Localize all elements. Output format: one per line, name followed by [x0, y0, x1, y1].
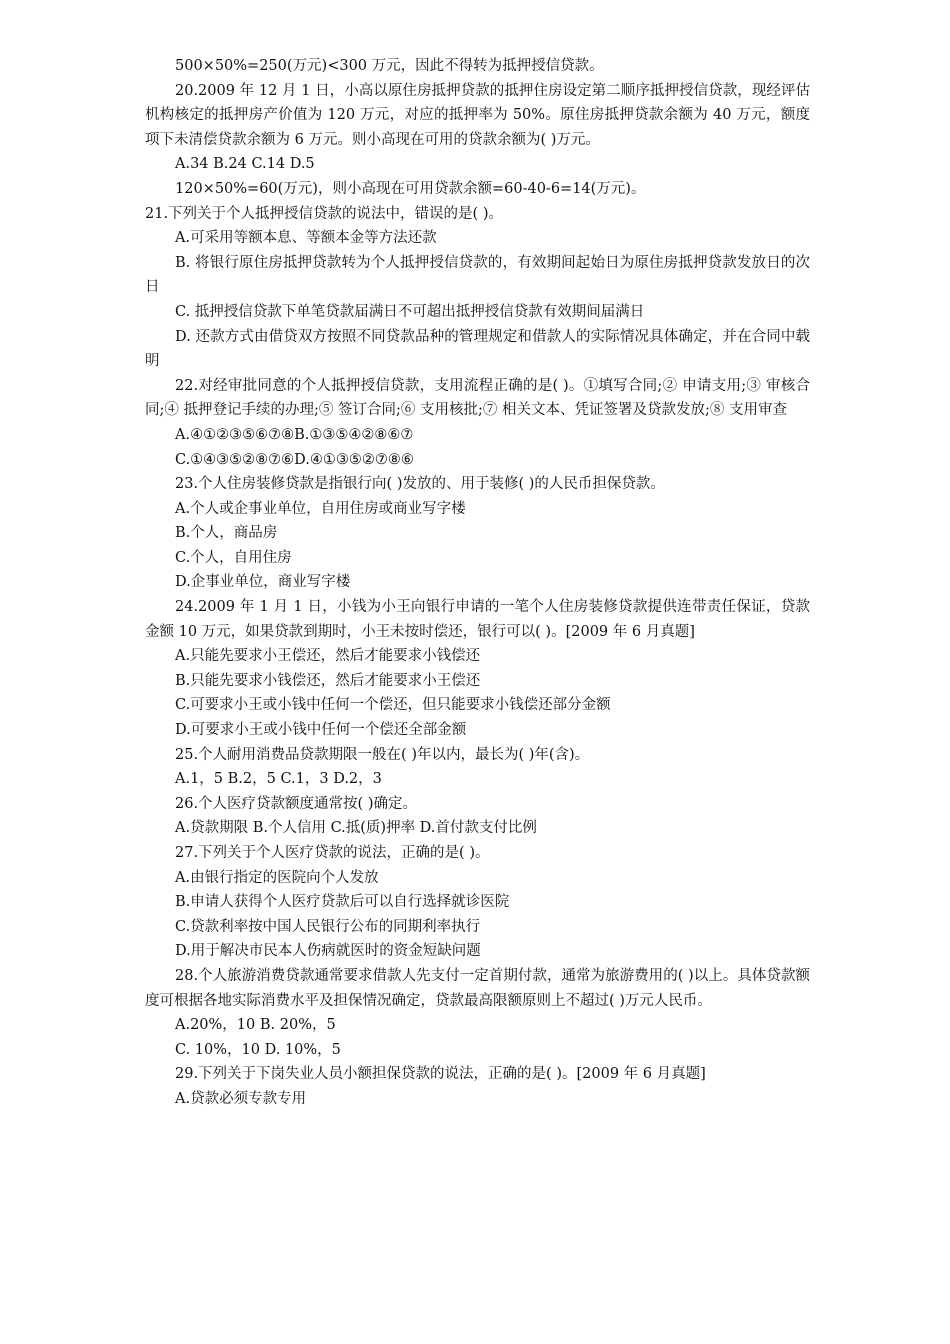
text-paragraph: C.①④③⑤②⑧⑦⑥D.④①③⑤②⑦⑧⑥	[175, 451, 414, 468]
text-paragraph: 23.个人住房装修贷款是指银行向( )发放的、用于装修( )的人民币担保贷款。	[175, 476, 665, 493]
text-paragraph: 500×50%=250(万元)<300 万元，因此不得转为抵押授信贷款。	[175, 58, 604, 74]
text-paragraph: D. 还款方式由借贷双方按照不同贷款品种的管理规定和借款人的实际情况具体确定，并在合同中载明	[145, 328, 810, 370]
text-paragraph: C. 抵押授信贷款下单笔贷款届满日不可超出抵押授信贷款有效期间届满日	[175, 303, 645, 320]
text-paragraph: 22.对经审批同意的个人抵押授信贷款，支用流程正确的是( )。①填写合同;② 申请支用;③ 审核合同;④ 抵押登记手续的办理;⑤ 签订合同;⑥ 支用核批;⑦ 相关文本、凭证签署及贷款发放;⑧ 支用审查	[145, 377, 810, 419]
text-paragraph: A.只能先要求小王偿还，然后才能要求小钱偿还	[175, 648, 481, 665]
text-paragraph: C.可要求小王或小钱中任何一个偿还，但只能要求小钱偿还部分金额	[175, 697, 611, 714]
text-paragraph: C. 10%，10 D. 10%，5	[175, 1041, 341, 1058]
document-page	[145, 54, 810, 1112]
text-paragraph: C.个人，自用住房	[175, 549, 292, 566]
text-paragraph: 120×50%=60(万元)，则小高现在可用贷款余额=60-40-6=14(万元)。	[175, 180, 646, 197]
text-paragraph: 25.个人耐用消费品贷款期限一般在( )年以内，最长为( )年(含)。	[175, 746, 590, 763]
text-paragraph: 24.2009 年 1 月 1 日，小钱为小王向银行申请的一笔个人住房装修贷款提供连带责任保证，贷款金额 10 万元，如果贷款到期时，小王未按时偿还，银行可以( )。[2009 年 6 月真题]	[145, 599, 810, 640]
text-paragraph: A.贷款期限 B.个人信用 C.抵(质)押率 D.首付款支付比例	[175, 820, 537, 837]
text-paragraph: C.贷款利率按中国人民银行公布的同期利率执行	[175, 918, 481, 935]
text-paragraph: A.1，5 B.2，5 C.1，3 D.2，3	[175, 771, 382, 788]
text-paragraph: A.贷款必须专款专用	[175, 1090, 307, 1107]
text-paragraph: 27.下列关于个人医疗贷款的说法，正确的是( )。	[175, 845, 490, 861]
text-paragraph: A.个人或企事业单位，自用住房或商业写字楼	[175, 500, 466, 517]
text-paragraph: B.个人，商品房	[175, 525, 278, 542]
text-paragraph: D.企事业单位，商业写字楼	[175, 574, 351, 591]
text-paragraph: A.20%，10 B. 20%，5	[175, 1017, 336, 1034]
text-paragraph: D.可要求小王或小钱中任何一个偿还全部金额	[175, 722, 467, 739]
text-paragraph: 21.下列关于个人抵押授信贷款的说法中，错误的是( )。	[145, 205, 503, 222]
text-paragraph: A.可采用等额本息、等额本金等方法还款	[175, 230, 437, 247]
text-paragraph: 26.个人医疗贷款额度通常按( )确定。	[175, 795, 417, 812]
text-paragraph: 29.下列关于下岗失业人员小额担保贷款的说法，正确的是( )。[2009 年 6 月真题]	[175, 1066, 706, 1083]
text-paragraph: A.34 B.24 C.14 D.5	[175, 156, 315, 173]
text-paragraph: B. 将银行原住房抵押贷款转为个人抵押授信贷款的，有效期间起始日为原住房抵押贷款发放日的次日	[145, 254, 810, 296]
text-paragraph: A.④①②③⑤⑥⑦⑧B.①③⑤④②⑧⑥⑦	[175, 426, 414, 443]
text-paragraph: B.只能先要求小钱偿还，然后才能要求小王偿还	[175, 672, 481, 689]
text-paragraph: B.申请人获得个人医疗贷款后可以自行选择就诊医院	[175, 894, 510, 911]
text-paragraph: 28.个人旅游消费贷款通常要求借款人先支付一定首期付款，通常为旅游费用的( )以上。具体贷款额度可根据各地实际消费水平及担保情况确定，贷款最高限额原则上不超过( )万元人民币。	[145, 967, 810, 1009]
text-paragraph: A.由银行指定的医院向个人发放	[175, 869, 379, 886]
text-paragraph: D.用于解决市民本人伤病就医时的资金短缺问题	[175, 943, 481, 960]
text-paragraph: 20.2009 年 12 月 1 日，小高以原住房抵押贷款的抵押住房设定第二顺序抵押授信贷款，现经评估机构核定的抵押房产价值为 120 万元，对应的抵押率为 50%。原住房抵押贷款余额为 40 万元，额度项下未清偿贷款余额为 6 万元。则小高现在可用的贷款余额为( )万元。	[145, 82, 810, 148]
